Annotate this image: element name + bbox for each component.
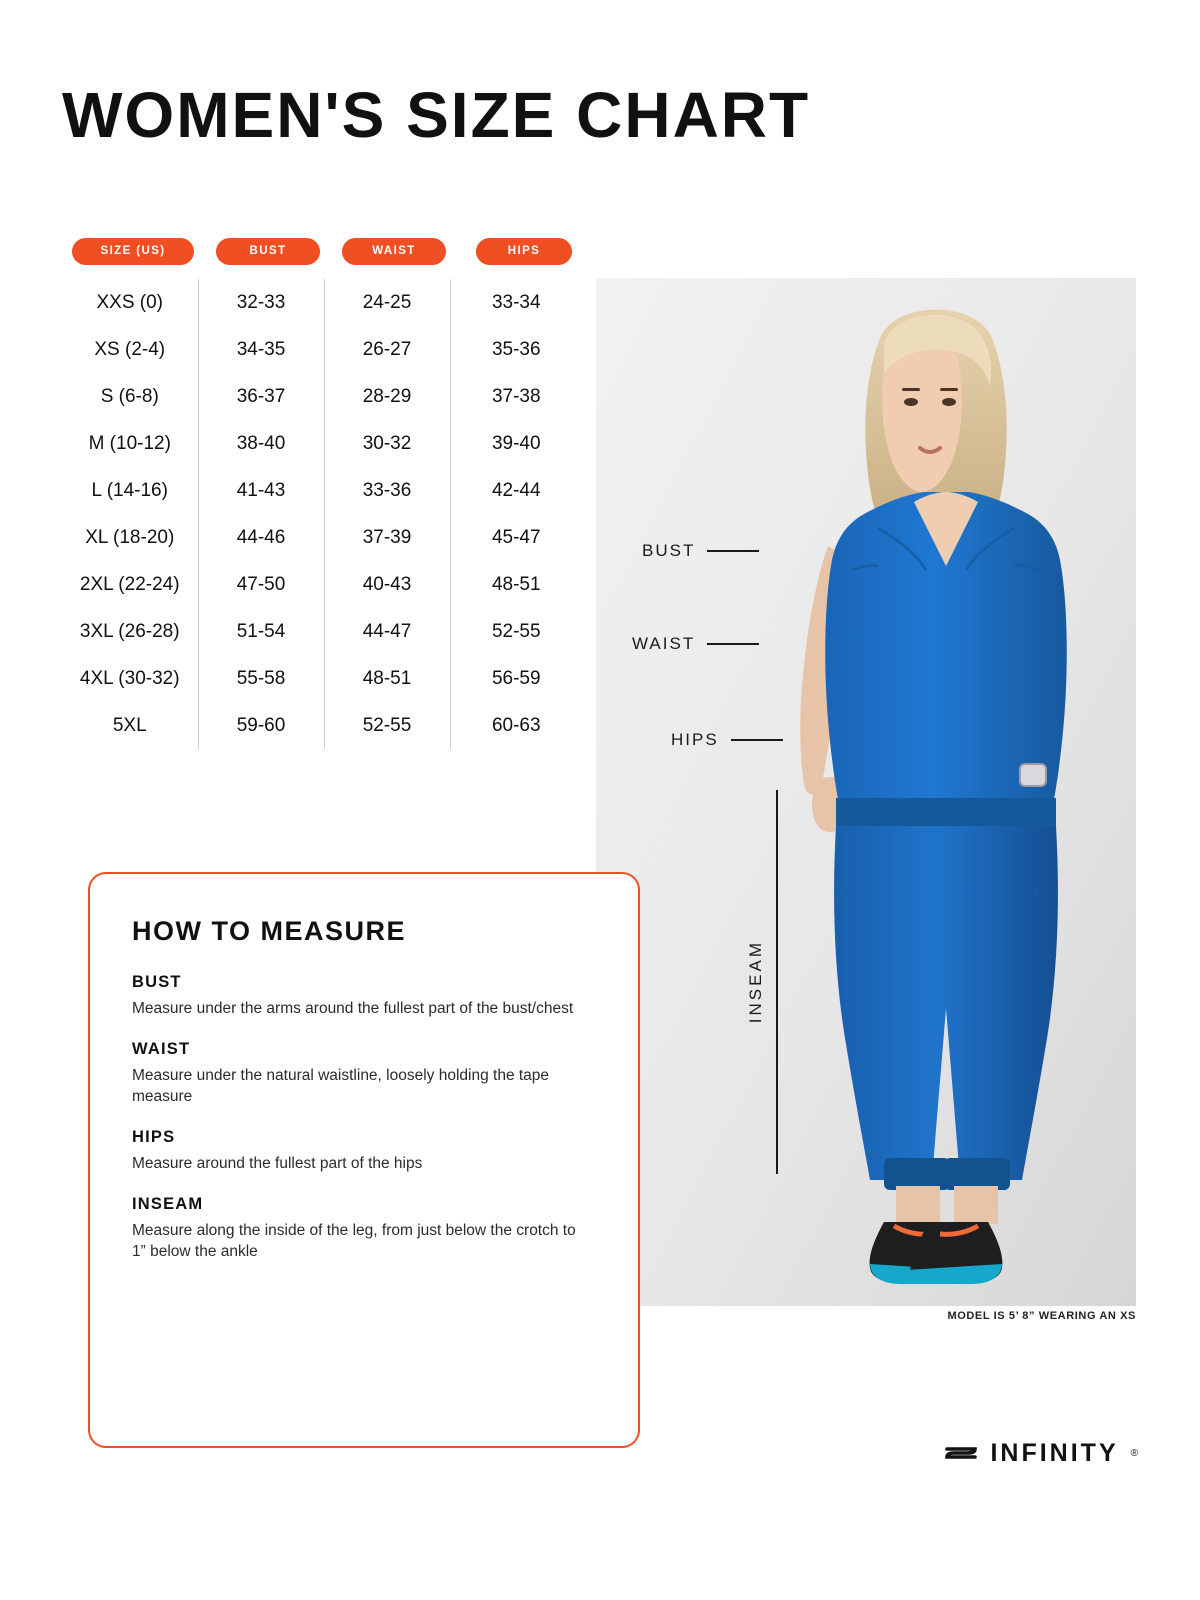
table-row <box>62 420 582 467</box>
cell-size: XL (18-20) <box>85 526 175 548</box>
table-row <box>62 561 582 608</box>
cell-hips: 56-59 <box>450 655 582 702</box>
cell-waist: 33-36 <box>324 467 450 514</box>
header-bust: BUST <box>216 238 320 265</box>
size-chart-table <box>62 238 582 749</box>
measure-item-bust <box>132 973 598 1020</box>
cell-waist: 52-55 <box>324 702 450 749</box>
cell-bust: 59-60 <box>198 702 324 749</box>
cell-waist: 48-51 <box>324 655 450 702</box>
cell-hips: 37-38 <box>450 373 582 420</box>
cell-hips: 45-47 <box>450 514 582 561</box>
callout-hips <box>671 730 783 750</box>
measure-item-inseam-text: Measure along the inside of the leg, from just below the crotch to 1” below the ankle <box>132 1221 576 1260</box>
cell-bust: 34-35 <box>198 326 324 373</box>
table-row <box>62 655 582 702</box>
cell-hips: 35-36 <box>450 326 582 373</box>
measure-item-inseam-label: INSEAM <box>132 1194 204 1213</box>
cell-hips: 39-40 <box>450 420 582 467</box>
callout-waist-rule <box>707 643 759 645</box>
model-photo-panel <box>596 278 1136 1306</box>
infinity-icon <box>944 1442 978 1466</box>
cell-size: 4XL (30-32) <box>79 667 180 689</box>
cell-bust: 44-46 <box>198 514 324 561</box>
header-waist: WAIST <box>342 238 446 265</box>
measure-item-hips-label: HIPS <box>132 1127 176 1146</box>
model-caption: MODEL IS 5’ 8” WEARING AN XS <box>947 1310 1136 1322</box>
callout-waist <box>632 634 759 654</box>
table-row <box>62 373 582 420</box>
cell-hips: 52-55 <box>450 608 582 655</box>
cell-size: M (10-12) <box>88 432 171 454</box>
callout-waist-label: WAIST <box>632 634 696 653</box>
how-to-measure-panel <box>88 872 640 1448</box>
header-size: SIZE (US) <box>72 238 194 265</box>
callout-inseam-label: INSEAM <box>746 940 765 1024</box>
cell-bust: 51-54 <box>198 608 324 655</box>
cell-bust: 47-50 <box>198 561 324 608</box>
cell-bust: 55-58 <box>198 655 324 702</box>
cell-waist: 44-47 <box>324 608 450 655</box>
callout-bust-label: BUST <box>642 541 696 560</box>
callout-bust <box>642 541 759 561</box>
cell-waist: 30-32 <box>324 420 450 467</box>
page-title: WOMEN'S SIZE CHART <box>62 79 811 151</box>
callout-hips-label: HIPS <box>671 730 719 749</box>
cell-waist: 24-25 <box>324 279 450 326</box>
cell-size: 3XL (26-28) <box>79 620 180 642</box>
table-row <box>62 326 582 373</box>
cell-size: 2XL (22-24) <box>79 573 180 595</box>
table-row <box>62 702 582 749</box>
table-row <box>62 514 582 561</box>
cell-size: S (6-8) <box>100 385 159 407</box>
measure-item-hips <box>132 1128 598 1175</box>
cell-size: L (14-16) <box>91 479 168 501</box>
table-row <box>62 608 582 655</box>
size-chart-header-row <box>62 238 582 265</box>
cell-size: 5XL <box>112 714 147 736</box>
brand-name: INFINITY <box>990 1439 1119 1467</box>
brand-trademark: ® <box>1130 1448 1138 1459</box>
cell-size: XS (2-4) <box>94 338 166 360</box>
cell-bust: 36-37 <box>198 373 324 420</box>
model-illustration <box>596 278 1136 1306</box>
measure-item-bust-text: Measure under the arms around the fullest part of the bust/chest <box>132 1000 574 1017</box>
header-hips: HIPS <box>476 238 572 265</box>
cell-bust: 32-33 <box>198 279 324 326</box>
measure-item-bust-label: BUST <box>132 973 182 991</box>
cell-size: XXS (0) <box>96 291 164 313</box>
cell-waist: 37-39 <box>324 514 450 561</box>
callout-bust-rule <box>707 550 759 552</box>
cell-waist: 40-43 <box>324 561 450 608</box>
measure-item-waist-label: WAIST <box>132 1039 191 1058</box>
measure-item-hips-text: Measure around the fullest part of the hips <box>132 1154 423 1172</box>
cell-hips: 42-44 <box>450 467 582 514</box>
callout-hips-rule <box>731 739 783 741</box>
callout-inseam <box>746 790 778 1174</box>
measure-item-inseam <box>132 1195 598 1263</box>
cell-bust: 38-40 <box>198 420 324 467</box>
brand-logo <box>944 1439 1138 1468</box>
table-row <box>62 279 582 326</box>
cell-waist: 28-29 <box>324 373 450 420</box>
measure-item-waist-text: Measure under the natural waistline, loosely holding the tape measure <box>132 1066 550 1105</box>
cell-hips: 60-63 <box>450 702 582 749</box>
cell-hips: 33-34 <box>450 279 582 326</box>
table-row <box>62 467 582 514</box>
cell-bust: 41-43 <box>198 467 324 514</box>
how-to-measure-title: HOW TO MEASURE <box>132 916 407 946</box>
callout-inseam-rule <box>776 790 778 1174</box>
cell-hips: 48-51 <box>450 561 582 608</box>
cell-waist: 26-27 <box>324 326 450 373</box>
measure-item-waist <box>132 1040 598 1108</box>
